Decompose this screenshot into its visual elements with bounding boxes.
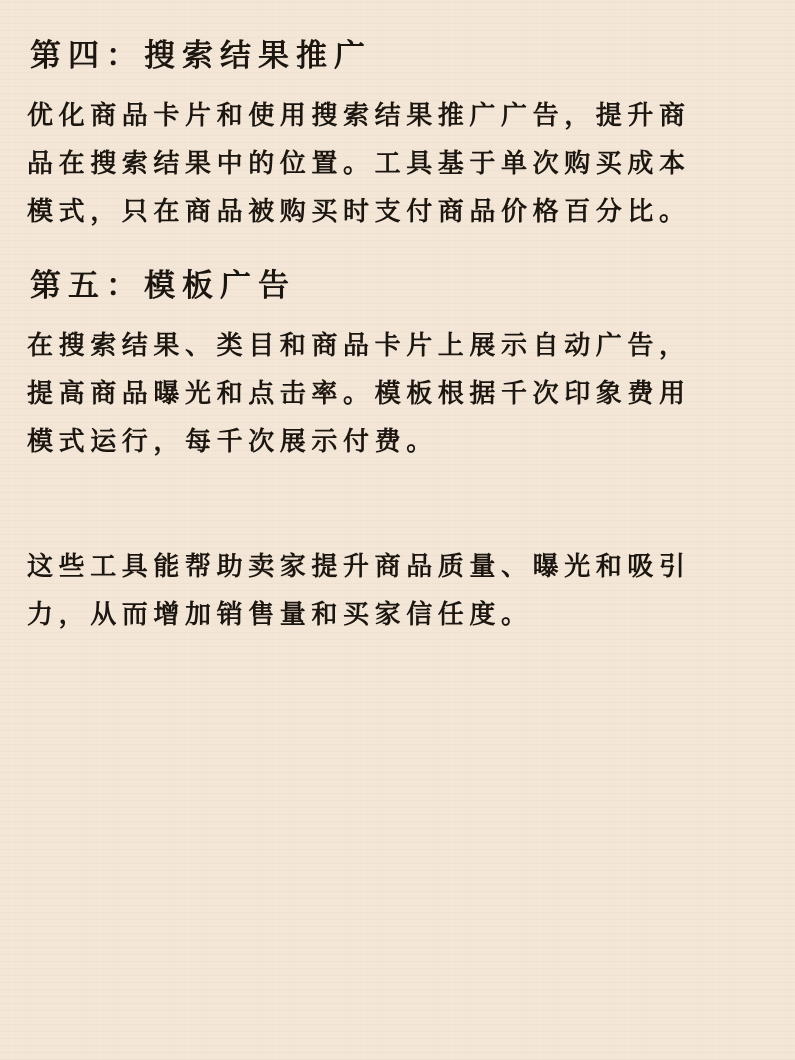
section-4-heading: 第四：搜索结果推广 [30,38,372,74]
section-4-line-2: 品在搜索结果中的位置。工具基于单次购买成本 [27,149,691,179]
section-4-line-3: 模式，只在商品被购买时支付商品价格百分比。 [27,197,691,227]
conclusion-line-2: 力，从而增加销售量和买家信任度。 [27,600,533,630]
section-5-line-2: 提高商品曝光和点击率。模板根据千次印象费用 [27,379,691,409]
conclusion-line-1: 这些工具能帮助卖家提升商品质量、曝光和吸引 [27,552,691,582]
conclusion-paragraph [27,543,787,639]
section-4-line-1: 优化商品卡片和使用搜索结果推广广告，提升商 [27,101,691,131]
section-5-line-3: 模式运行，每千次展示付费。 [27,427,438,457]
section-5-heading: 第五：模板广告 [30,268,296,304]
section-5-paragraph [27,322,787,466]
section-5-line-1: 在搜索结果、类目和商品卡片上展示自动广告， [27,331,691,361]
section-4-paragraph [27,92,787,236]
